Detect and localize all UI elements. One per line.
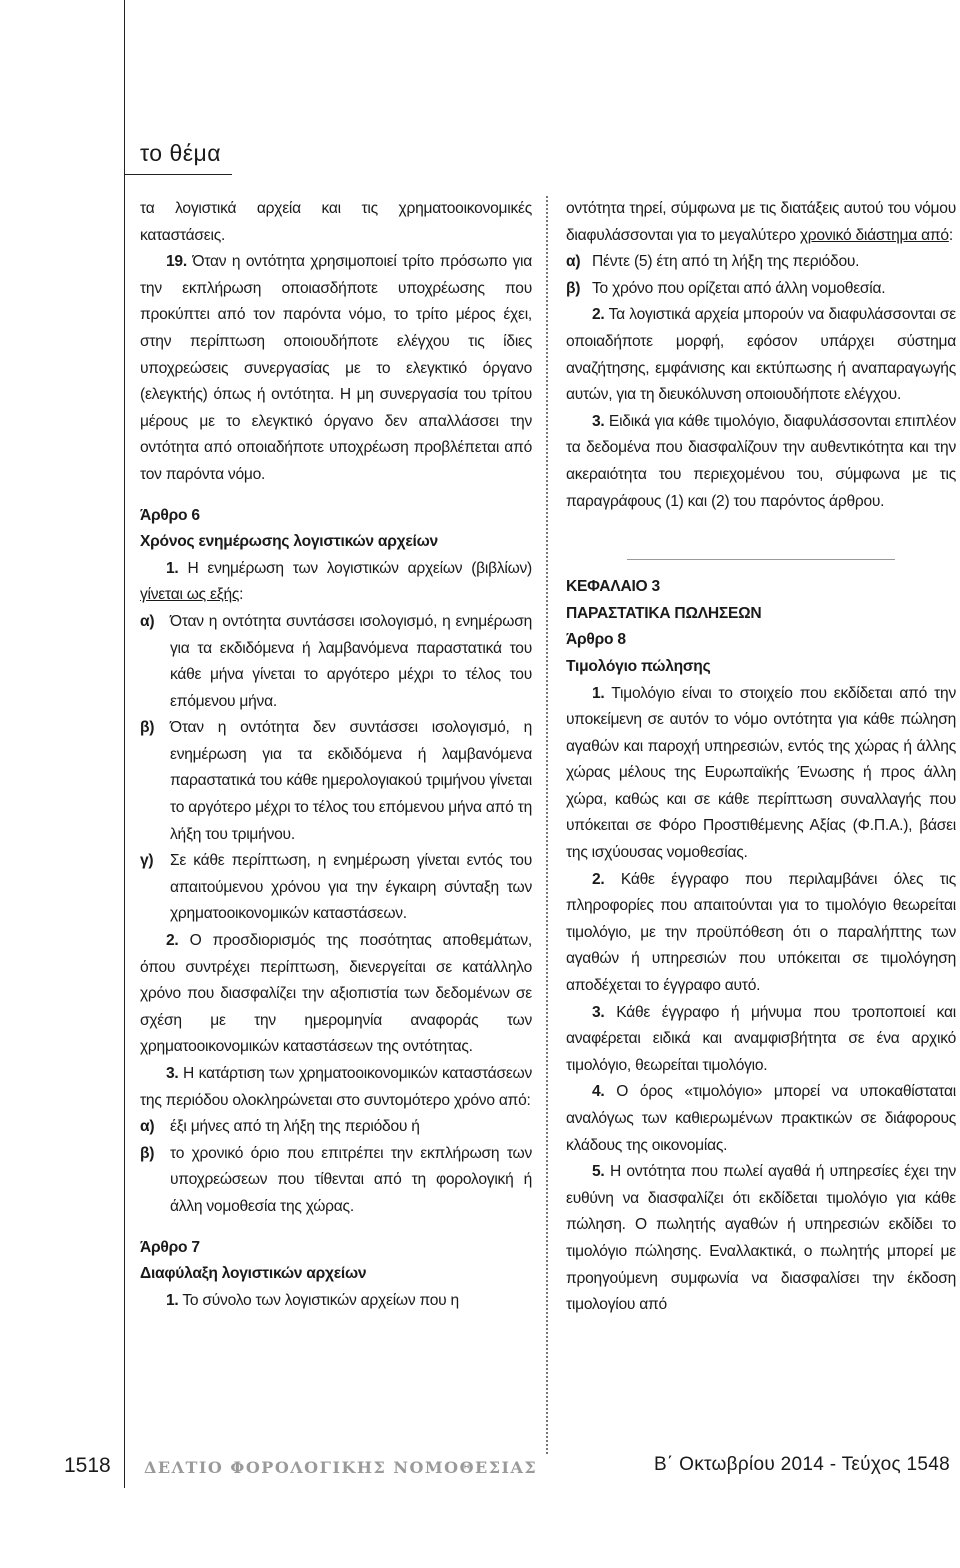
article-8-subtitle: Τιμολόγιο πώλησης xyxy=(566,657,711,675)
list-item-a xyxy=(140,1114,532,1141)
issue-label: Β΄ Οκτωβρίου 2014 - Τεύχος 1548 xyxy=(653,1454,950,1475)
paragraph-text-end: : xyxy=(948,226,953,244)
article-7-paragraph-3 xyxy=(566,409,956,515)
paragraph-number: 1. xyxy=(592,684,605,702)
article-8-paragraph-2 xyxy=(566,867,956,1000)
section-label: το θέμα xyxy=(140,140,222,166)
paragraph-number: 3. xyxy=(166,1065,179,1082)
list-item-c xyxy=(140,848,532,928)
paragraph-text-end: : xyxy=(239,586,244,604)
list-marker: α) xyxy=(140,1118,155,1136)
paragraph-number: 1. xyxy=(166,559,179,577)
list-marker: β) xyxy=(140,719,155,737)
list-item-text: Όταν η οντότητα δεν συντάσσει ισολογισμό, η ενημέρωση για τα εκδιδόμενα ή λαμβανόμενα παραστατικά του κάθε ημερολογιακού τριμήνου γίνεται το αργότερο μέχρι το τέλος του επόμενου μήνα από τη λήξη του τριμήνου. xyxy=(170,719,532,843)
underlined-text: γίνεται ως εξής xyxy=(140,586,240,604)
paragraph-text: Κάθε έγγραφο που περιλαμβάνει όλες τις πληροφορίες που απαιτούνται για το τιμολόγιο θεωρείται τιμολόγιο, με την προϋπόθεση ότι ο παραλήπτης των αγαθών ή υπηρεσιών που υπόκειται σε τιμολόγηση αποδέχεται το έγγραφο αυτό. xyxy=(566,870,956,995)
column-divider xyxy=(546,196,548,1454)
article-8-paragraph-1 xyxy=(566,681,956,867)
paragraph: τα λογιστικά αρχεία και τις χρηματοοικονομικές καταστάσεις. xyxy=(140,200,532,244)
paragraph-text: Τα λογιστικά αρχεία μπορούν να διαφυλάσσονται σε οποιαδήποτε μορφή, εφόσον υπάρχει σύστημα αναζήτησης, εμφάνισης και εκτύπωσης ή αναπαραγωγής αυτών, για τη διευκόλυνση οποιουδήποτε ελέγχου. xyxy=(566,306,956,404)
list-item-text: έξι μήνες από τη λήξη της περιόδου ή xyxy=(170,1118,420,1136)
paragraph-text: Τιμολόγιο είναι το στοιχείο που εκδίδεται από την υποκείμενη σε αυτόν το νόμο οντότητα για κάθε πώληση αγαθών και παροχή υπηρεσιών, εντός της χώρας ή άλλης χώρας μέλους της Ευρωπαϊκής Ένωσης ή προς άλλη χώρα, καθώς και σε κάθε περίπτωση συναλλαγής που υπόκειται σε Φόρο Προστιθέμενης Αξίας (Φ.Π.Α.), βάσει της ισχύουσας νομοθεσίας. xyxy=(566,684,956,862)
paragraph-number: 3. xyxy=(592,412,605,430)
paragraph-text: Η κατάρτιση των χρηματοοικονομικών καταστάσεων της περιόδου ολοκληρώνεται στο συντομότερο χρόνο από: xyxy=(140,1065,532,1109)
paragraph-text: Η οντότητα που πωλεί αγαθά ή υπηρεσίες έχει την ευθύνη να διασφαλίζει ότι εκδίδεται τιμολόγιο για κάθε πώληση. Ο πωλητής αγαθών ή υπηρεσιών εκδίδει το τιμολόγιο πώλησης. Εναλλακτικά, ο πωλητής μπορεί με προηγούμενη συμφωνία να διασφαλίσει την έκδοση τιμολογίου από xyxy=(566,1163,956,1314)
paragraph-number: 1. xyxy=(166,1291,179,1309)
paragraph-number: 3. xyxy=(592,1003,605,1021)
paragraph-text: Ο όρος «τιμολόγιο» μπορεί να υποκαθίσταται αναλόγως των καθιερωμένων πρακτικών σε διάφορους κλάδους της οικονομίας. xyxy=(566,1083,956,1154)
list-item-b xyxy=(140,715,532,848)
paragraph-number: 19. xyxy=(166,253,187,271)
list-item-text: Πέντε (5) έτη από τη λήξη της περιόδου. xyxy=(592,253,860,271)
article-7-subtitle: Διαφύλαξη λογιστικών αρχείων xyxy=(140,1265,367,1283)
article-7-paragraph-2 xyxy=(566,302,956,408)
list-item-a xyxy=(566,249,956,276)
article-8-title: Άρθρο 8 xyxy=(566,631,626,649)
list-item-b xyxy=(140,1141,532,1221)
list-marker: α) xyxy=(566,253,581,271)
article-6-paragraph-1 xyxy=(140,556,532,609)
list-item-text: Το χρόνο που ορίζεται από άλλη νομοθεσία. xyxy=(592,279,886,297)
list-item-text: το χρονικό όριο που επιτρέπει την εκπλήρωση των υποχρεώσεων που τίθενται από τη φορολογική ή άλλη νομοθεσία της χώρας. xyxy=(170,1144,532,1215)
paragraph xyxy=(566,196,956,249)
article-7-title: Άρθρο 7 xyxy=(140,1238,200,1256)
paragraph-number: 5. xyxy=(592,1163,605,1181)
article-8-paragraph-5 xyxy=(566,1159,956,1319)
article-8-paragraph-3 xyxy=(566,1000,956,1080)
paragraph-19 xyxy=(140,249,532,488)
list-item-b xyxy=(566,276,956,303)
list-marker: α) xyxy=(140,612,155,630)
list-marker: β) xyxy=(140,1144,155,1162)
chapter-divider xyxy=(627,559,895,560)
right-column xyxy=(566,196,956,1319)
chapter-title: ΠΑΡΑΣΤΑΤΙΚΑ ΠΩΛΗΣΕΩΝ xyxy=(566,604,762,622)
article-7-paragraph-1 xyxy=(140,1288,532,1315)
underlined-text: χρονικό διάστημα από xyxy=(799,226,949,244)
article-8-paragraph-4 xyxy=(566,1079,956,1159)
page-number: 1518 xyxy=(64,1454,111,1477)
paragraph-text: οντότητα τηρεί, σύμφωνα με τις διατάξεις αυτού του νόμου διαφυλάσσονται για το μεγαλύτερο xyxy=(566,200,956,244)
article-6-paragraph-2 xyxy=(140,928,532,1061)
publication-title: ΔΕΛΤΙΟ ΦΟΡΟΛΟΓΙΚΗΣ ΝΟΜΟΘΕΣΙΑΣ xyxy=(144,1458,538,1477)
paragraph-number: 2. xyxy=(166,932,179,950)
left-column xyxy=(140,196,532,1314)
section-underline xyxy=(124,174,232,175)
paragraph-number: 4. xyxy=(592,1083,605,1101)
article-6-title: Άρθρο 6 xyxy=(140,506,200,524)
article-6-paragraph-3 xyxy=(140,1061,532,1114)
paragraph-text: Κάθε έγγραφο ή μήνυμα που τροποποιεί και αναφέρεται ειδικά και αναμφισβήτητα σε ένα αρχικό τιμολόγιο, θεωρείται τιμολόγιο. xyxy=(566,1003,956,1074)
paragraph-text: Το σύνολο των λογιστικών αρχείων που η xyxy=(178,1291,459,1309)
paragraph-text: Ειδικά για κάθε τιμολόγιο, διαφυλάσσονται επιπλέον τα δεδομένα που διασφαλίζουν την αυθεντικότητα και την ακεραιότητα του περιεχομένου του, σύμφωνα με τις παραγράφους (1) και (2) του παρόντος άρθρου. xyxy=(566,412,956,510)
list-item-a xyxy=(140,609,532,715)
header-vertical-rule xyxy=(124,0,125,1488)
paragraph-text: Ο προσδιορισμός της ποσότητας αποθεμάτων, όπου συντρέχει περίπτωση, διενεργείται σε κατάλληλο χρόνο που διασφαλίζει την αξιοπιστία των δεδομένων σε σχέση με την ημερομηνία αναφοράς των χρηματοοικονομικών καταστάσεων της οντότητας. xyxy=(140,932,532,1056)
paragraph-text: Η ενημέρωση των λογιστικών αρχείων (βιβλίων) xyxy=(178,559,532,577)
chapter-label: ΚΕΦΑΛΑΙΟ 3 xyxy=(566,578,660,596)
paragraph-number: 2. xyxy=(592,870,605,888)
paragraph-number: 2. xyxy=(592,306,605,324)
list-item-text: Σε κάθε περίπτωση, η ενημέρωση γίνεται εντός του απαιτούμενου χρόνου για την έγκαιρη σύνταξη των χρηματοοικονομικών καταστάσεων. xyxy=(170,852,532,923)
list-marker: γ) xyxy=(140,852,154,870)
list-item-text: Όταν η οντότητα συντάσσει ισολογισμό, η ενημέρωση για τα εκδιδόμενα ή λαμβανόμενα παραστατικά του κάθε μήνα γίνεται το αργότερο μέχρι το τέλος του επόμενου μήνα. xyxy=(170,612,532,710)
list-marker: β) xyxy=(566,279,581,297)
article-6-subtitle: Χρόνος ενημέρωσης λογιστικών αρχείων xyxy=(140,533,438,551)
paragraph-text: Όταν η οντότητα χρησιμοποιεί τρίτο πρόσωπο για την εκπλήρωση οποιασδήποτε υποχρέωσης που προκύπτει από τον παρόντα νόμο, το τρίτο μέρος έχει, στην περίπτωση οποιουδήποτε ελέγχου τις ίδιες υποχρεώσεις συνεργασίας με το ελεγκτικό όργανο (ελεγκτής) όπως ή οντότητα. Η μη συνεργασία του τρίτου μέρους με το ελεγκτικό όργανο δεν απαλλάσσει την οντότητα από οποιαδήποτε υποχρέωση προβλέπεται από τον παρόντα νόμο. xyxy=(140,253,532,483)
